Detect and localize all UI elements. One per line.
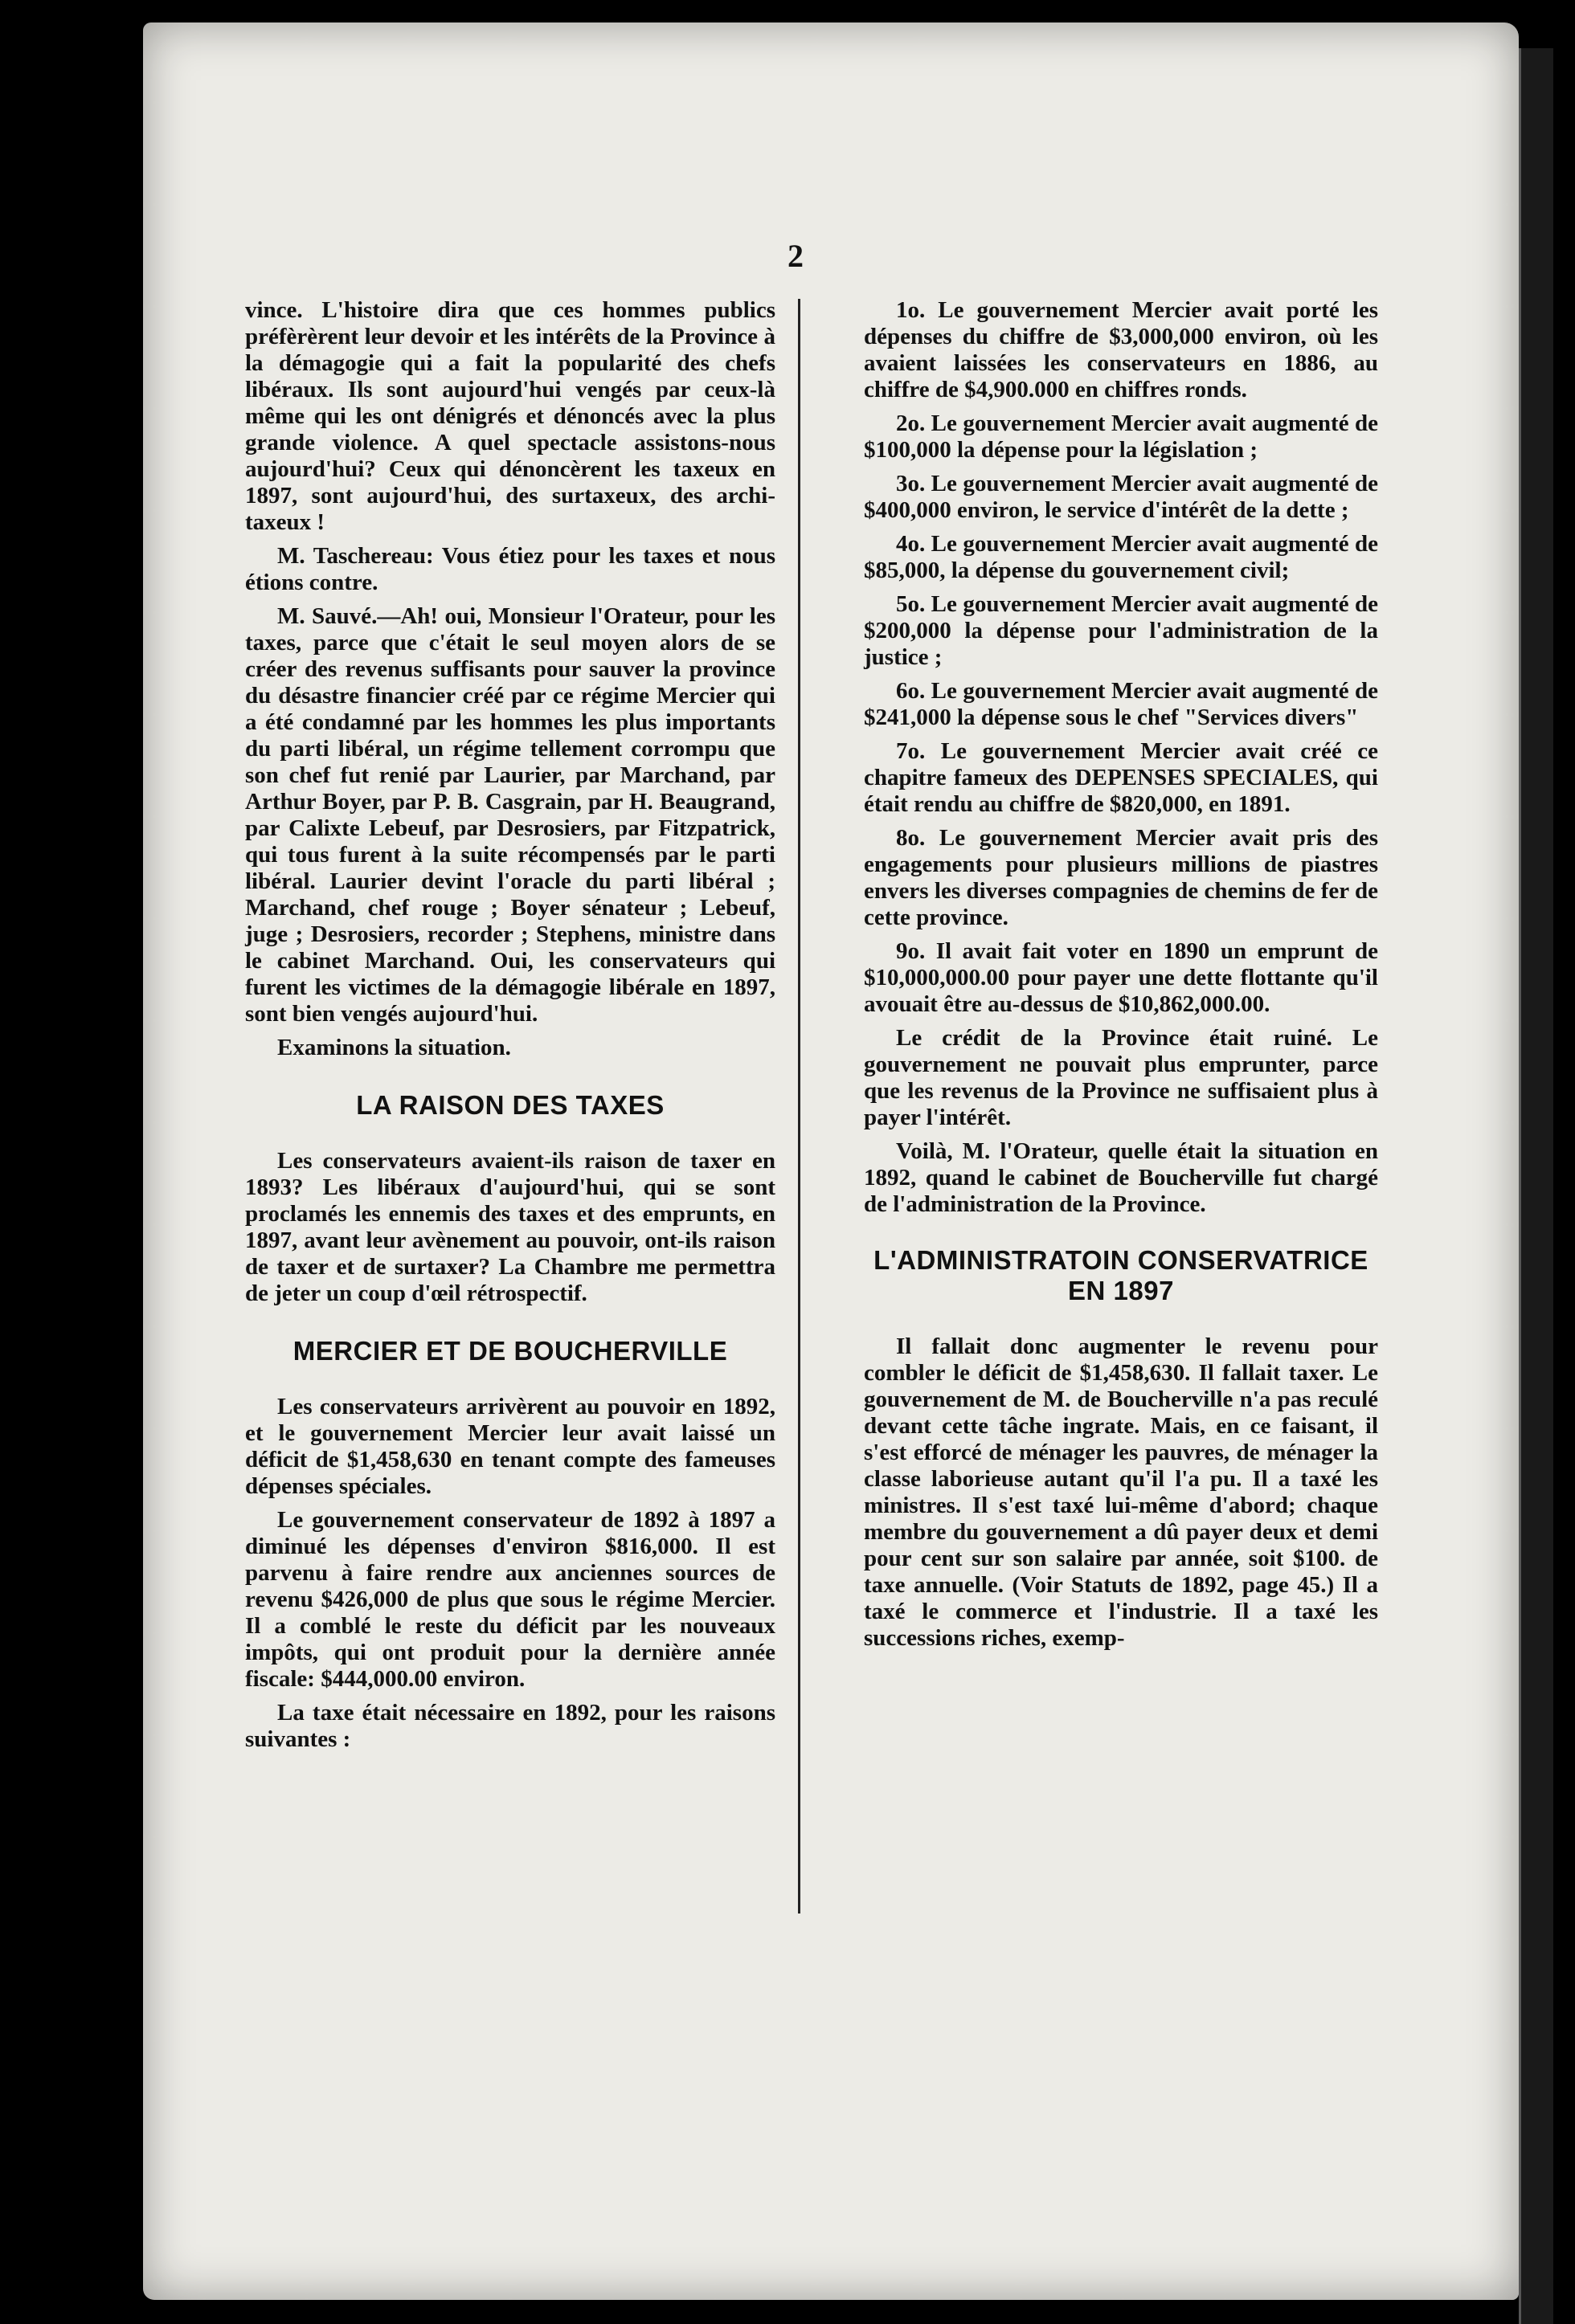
- list-item: 3o. Le gouvernement Mercier avait augmenté de $400,000 environ, le service d'intérêt de la dette ;: [864, 471, 1378, 523]
- list-item: 9o. Il avait fait voter en 1890 un emprunt de $10,000,000.00 pour payer une dette flottante qu'il avouait être au-dessus de $10,862,000.00.: [864, 938, 1378, 1017]
- list-item: 7o. Le gouvernement Mercier avait créé ce chapitre fameux des DEPENSES SPECIALES, qui était rendu au chiffre de $820,000, en 1891.: [864, 738, 1378, 817]
- paragraph: Le crédit de la Province était ruiné. Le gouvernement ne pouvait plus emprunter, parce que les revenus de la Province ne suffisaient plus à payer l'intérêt.: [864, 1025, 1378, 1130]
- paragraph: La taxe était nécessaire en 1892, pour les raisons suivantes :: [245, 1700, 775, 1752]
- column-divider: [798, 299, 800, 1914]
- section-heading: LA RAISON DES TAXES: [356, 1090, 665, 1120]
- adjacent-page-edge: [1519, 48, 1553, 2324]
- list-item: 8o. Le gouvernement Mercier avait pris des engagements pour plusieurs millions de piastres envers les diverses compagnies de chemins de fer de cette province.: [864, 825, 1378, 930]
- section-heading: L'ADMINISTRATOIN CONSERVATRICE EN 1897: [873, 1245, 1368, 1305]
- section-heading: MERCIER ET DE BOUCHERVILLE: [292, 1336, 728, 1366]
- paragraph: M. Taschereau: Vous étiez pour les taxes et nous étions contre.: [245, 543, 775, 595]
- list-item: 1o. Le gouvernement Mercier avait porté les dépenses du chiffre de $3,000,000 environ, où les avaient laissées les conservateurs en 1886, au chiffre de $4,900.000 en chiffres ronds.: [864, 297, 1378, 402]
- paragraph: Les conservateurs arrivèrent au pouvoir en 1892, et le gouvernement Mercier leur avait laissé un déficit de $1,458,630 en tenant compte des fameuses dépenses spéciales.: [245, 1394, 775, 1499]
- list-item: 6o. Le gouvernement Mercier avait augmenté de $241,000 la dépense sous le chef "Services divers": [864, 678, 1378, 730]
- right-column: [864, 297, 1378, 1659]
- paragraph: Le gouvernement conservateur de 1892 à 1897 a diminué les dépenses d'environ $816,000. Il est parvenu à faire rendre aux anciennes sources de revenu $426,000 de plus que sous le régime Mercier. Il a comblé le reste du déficit par les nouveaux impôts, qui ont produit pour la dernière année fiscale: $444,000.00 environ.: [245, 1507, 775, 1692]
- paragraph: Il fallait donc augmenter le revenu pour combler le déficit de $1,458,630. Il fallait taxer. Le gouvernement de M. de Boucherville n'a pas reculé devant cette tâche ingrate. Mais, en ce faisant, il s'est efforcé de ménager les pauvres, de ménager la classe laborieuse autant qu'il l'a pu. Il a taxé les ministres. Il s'est taxé lui-même d'abord; chaque membre du gouvernement a dû payer deux et demi pour cent sur son salaire par année, soit $100. de taxe annuelle. (Voir Statuts de 1892, page 45.) Il a taxé le commerce et l'industrie. Il a taxé les successions riches, exemp-: [864, 1334, 1378, 1651]
- page-number: 2: [788, 238, 804, 274]
- paragraph: Voilà, M. l'Orateur, quelle était la situation en 1892, quand le cabinet de Boucherville fut chargé de l'administration de la Province.: [864, 1138, 1378, 1217]
- paragraph: Examinons la situation.: [277, 1035, 511, 1060]
- paragraph: M. Sauvé.—Ah! oui, Monsieur l'Orateur, pour les taxes, parce que c'était le seul moyen alors de se créer des revenus suffisants pour sauver la province du désastre financier créé par ce régime Mercier qui a été condamné par les hommes les plus importants du parti libéral, un régime tellement corrompu que son chef fut renié par Laurier, par Marchand, par Arthur Boyer, par P. B. Casgrain, par H. Beaugrand, par Calixte Lebeuf, par Desrosiers, par Fitzpatrick, qui tous furent à la suite récompensés par le parti libéral. Laurier devint l'oracle du parti libéral ; Marchand, chef rouge ; Boyer sénateur ; Lebeuf, juge ; Desrosiers, recorder ; Stephens, ministre dans le cabinet Marchand. Oui, les conservateurs qui furent les victimes de la démagogie libérale en 1897, sont bien vengés aujourd'hui.: [245, 603, 775, 1027]
- left-column: [245, 297, 775, 1760]
- list-item: 4o. Le gouvernement Mercier avait augmenté de $85,000, la dépense du gouvernement civil;: [864, 531, 1378, 583]
- paragraph: Les conservateurs avaient-ils raison de taxer en 1893? Les libéraux d'aujourd'hui, qui se sont proclamés les ennemis des taxes et des emprunts, en 1897, avant leur avènement au pouvoir, ont-ils raison de taxer et de surtaxer? La Chambre me permettra de jeter un coup d'œil rétrospectif.: [245, 1148, 775, 1306]
- list-item: 2o. Le gouvernement Mercier avait augmenté de $100,000 la dépense pour la législation ;: [864, 410, 1378, 463]
- list-item: 5o. Le gouvernement Mercier avait augmenté de $200,000 la dépense pour l'administration de la justice ;: [864, 591, 1378, 670]
- paragraph: vince. L'histoire dira que ces hommes publics préfèrèrent leur devoir et les intérêts de la Province à la démagogie qui a fait la popularité des chefs libéraux. Ils sont aujourd'hui vengés par ceux-là même qui les ont dénigrés et dénoncés avec la plus grande violence. A quel spectacle assistons-nous aujourd'hui? Ceux qui dénoncèrent les taxeux en 1897, sont aujourd'hui, des surtaxeux, des archi-taxeux !: [245, 297, 775, 535]
